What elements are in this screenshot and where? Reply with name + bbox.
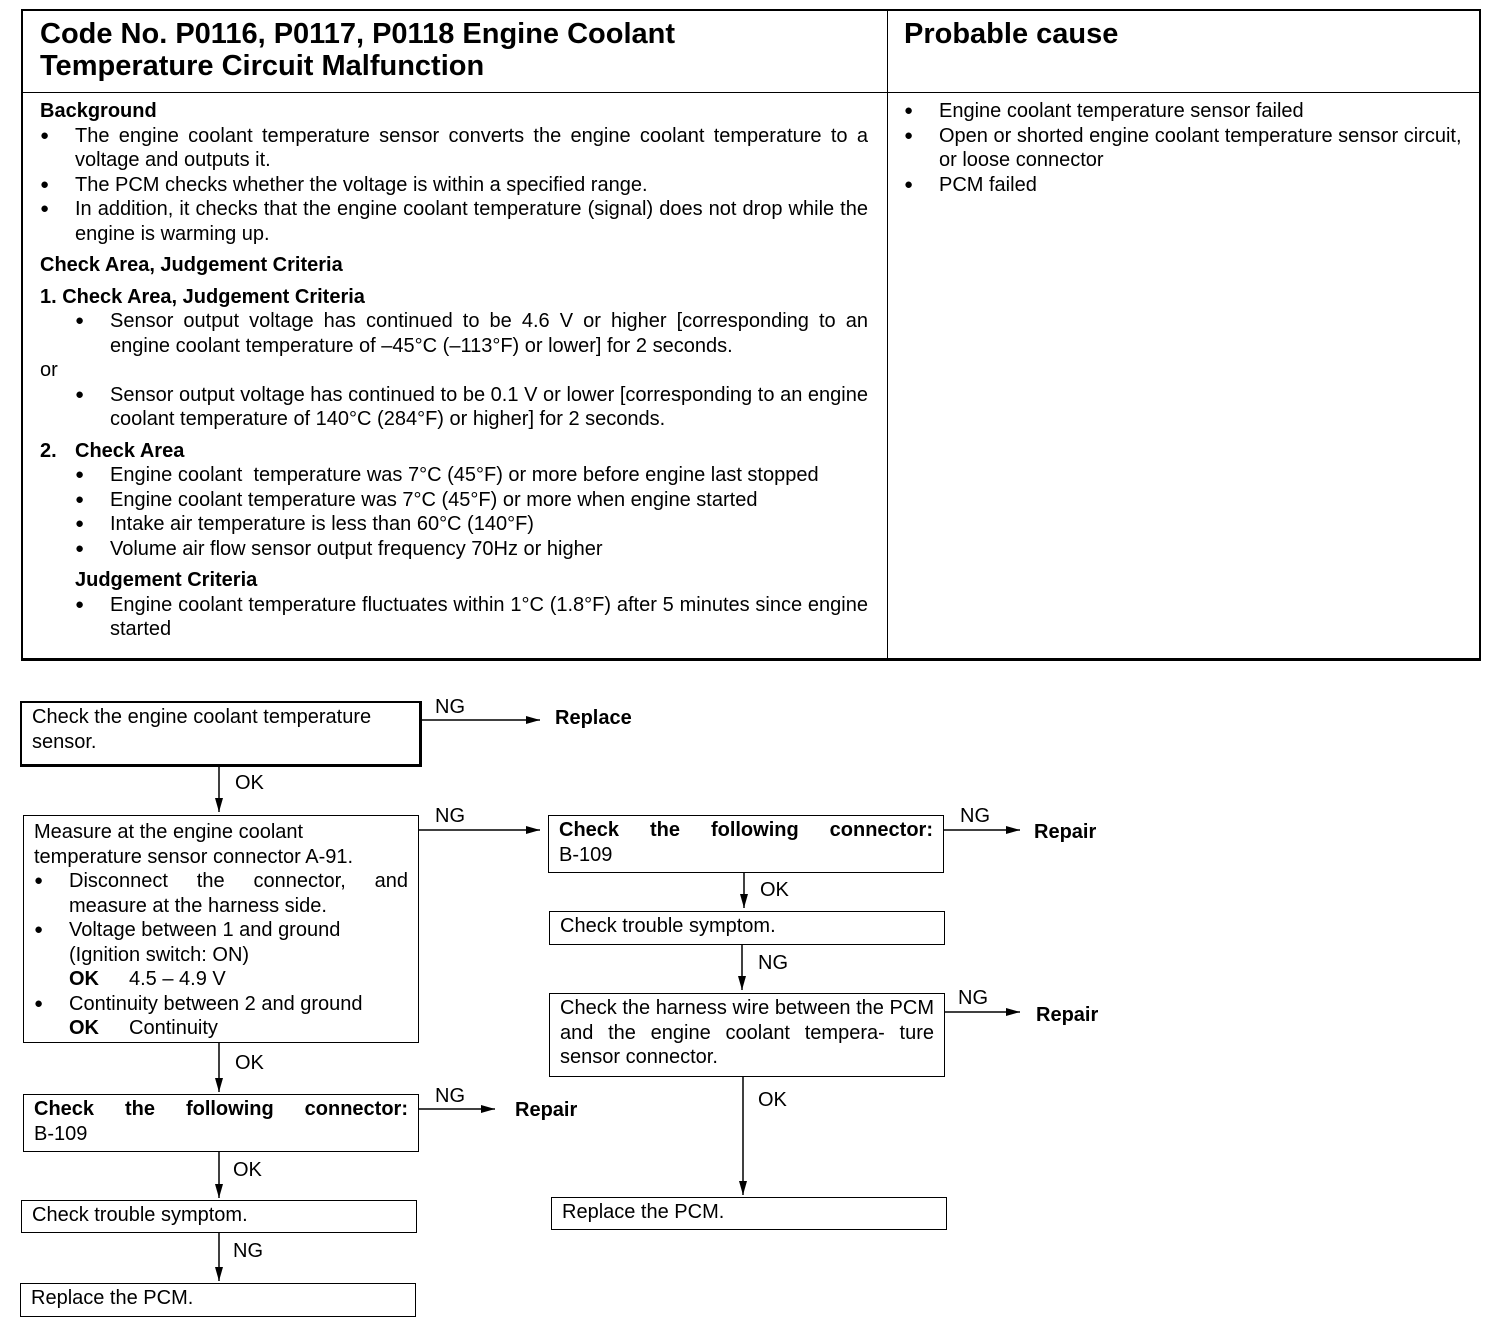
bullet-item: ● Disconnect the connector, and measure at the harness side. bbox=[34, 869, 408, 918]
bullet-item: ● Engine coolant temperature was 7°C (45°F) or more before engine last stopped bbox=[75, 463, 868, 488]
bullet-item: ● Sensor output voltage has continued to be 0.1 V or lower [corresponding to an engine coolant temperature of 140°C (284°F) or higher] for 2 seconds. bbox=[75, 383, 868, 432]
arrowhead-icon bbox=[215, 1267, 223, 1281]
arrowhead-icon bbox=[215, 1078, 223, 1092]
bullet-item: ● The engine coolant temperature sensor converts the engine coolant temperature to a voltage and outputs it. bbox=[40, 124, 868, 173]
title-line: Temperature Circuit Malfunction bbox=[40, 50, 485, 82]
result-replace: Replace bbox=[555, 707, 632, 729]
box-text: Measure at the engine coolant temperature sensor connector A-91. bbox=[34, 821, 354, 868]
ng-label: NG bbox=[758, 952, 788, 974]
box-text: Check the following connector: bbox=[34, 1098, 408, 1120]
ng-label: NG bbox=[435, 1085, 465, 1107]
cause-item: ● Open or shorted engine coolant temperature sensor circuit, or loose connector bbox=[904, 124, 1464, 173]
judgement-heading: Judgement Criteria bbox=[75, 569, 258, 591]
ng-label: NG bbox=[958, 987, 988, 1009]
bullet-item: ● Engine coolant temperature fluctuates within 1°C (1.8°F) after 5 minutes since engine started bbox=[75, 593, 868, 642]
ok-label: OK bbox=[760, 879, 789, 901]
ok-label: OK bbox=[235, 1052, 264, 1074]
result-repair: Repair bbox=[1036, 1004, 1099, 1026]
arrowhead-icon bbox=[526, 826, 540, 834]
ok-key: OK bbox=[69, 1017, 99, 1039]
bullet-item: ● Volume air flow sensor output frequency 70Hz or higher bbox=[75, 537, 868, 562]
spec-value: Continuity bbox=[129, 1017, 218, 1039]
check-sensor-box: Check the engine coolant temperature sensor. bbox=[20, 701, 422, 767]
title-line: Code No. P0116, P0117, P0118 Engine Coolant bbox=[40, 18, 676, 50]
arrowhead-icon bbox=[526, 716, 540, 724]
connector-id: B-109 bbox=[559, 843, 613, 866]
ok-label: OK bbox=[233, 1159, 262, 1181]
section1-heading: 1. Check Area, Judgement Criteria bbox=[40, 285, 365, 308]
ng-label: NG bbox=[233, 1240, 263, 1262]
ng-label: NG bbox=[435, 805, 465, 827]
section-number: 2. bbox=[40, 439, 57, 462]
section-title: Check Area bbox=[75, 439, 185, 462]
box-text: Check the harness wire between the PCM and the engine coolant tempera- ture sensor connector. bbox=[560, 997, 934, 1068]
bullet-item: ● Sensor output voltage has continued to be 4.6 V or higher [corresponding to an engine coolant temperature of –45°C (–113°F) or lower] for 2 seconds. bbox=[75, 309, 868, 358]
ok-label: OK bbox=[235, 772, 264, 794]
cause-item: ● Engine coolant temperature sensor failed bbox=[904, 99, 1464, 124]
arrowhead-icon bbox=[740, 894, 748, 908]
continuation-text: In addition, it checks that the engine coolant temperature (signal) does not drop while the engine is warming up. bbox=[75, 198, 868, 245]
check-connector-box-right bbox=[548, 815, 944, 873]
check-connector-box-left bbox=[23, 1094, 419, 1152]
arrowhead-icon bbox=[739, 1181, 747, 1195]
check-harness-box bbox=[549, 993, 945, 1077]
replace-pcm-box-right: Replace the PCM. bbox=[551, 1197, 947, 1230]
spec-value: 4.5 – 4.9 V bbox=[129, 968, 226, 990]
arrowhead-icon bbox=[215, 1184, 223, 1198]
cause-item: ● PCM failed bbox=[904, 173, 1464, 198]
measure-connector-box bbox=[23, 815, 419, 1043]
result-repair: Repair bbox=[515, 1099, 578, 1121]
arrowhead-icon bbox=[215, 798, 223, 812]
arrowhead-icon bbox=[1006, 826, 1020, 834]
arrowhead-icon bbox=[1006, 1008, 1020, 1016]
spec-row bbox=[34, 1016, 408, 1041]
result-repair: Repair bbox=[1034, 821, 1097, 843]
or-text: or bbox=[40, 359, 58, 381]
arrowhead-icon bbox=[738, 976, 746, 990]
check-symptom-box-left: Check trouble symptom. bbox=[21, 1200, 417, 1233]
bullet-item: ● Engine coolant temperature was 7°C (45°F) or more when engine started bbox=[75, 488, 868, 513]
replace-pcm-box-left: Replace the PCM. bbox=[20, 1283, 416, 1317]
background-heading: Background bbox=[40, 100, 157, 122]
bullet-item: ● Intake air temperature is less than 60°C (140°F) bbox=[75, 512, 868, 537]
bullet-item: ● Voltage between 1 and ground (Ignition switch: ON) bbox=[34, 918, 408, 967]
check-symptom-box-right: Check trouble symptom. bbox=[549, 911, 945, 945]
connector-id: B-109 bbox=[34, 1122, 88, 1145]
box-text: Check the following connector: bbox=[559, 819, 933, 841]
ng-label: NG bbox=[435, 696, 465, 718]
spec-row bbox=[34, 967, 408, 992]
bullet-item: ● The PCM checks whether the voltage is within a specified range. bbox=[40, 173, 868, 198]
ok-label: OK bbox=[758, 1089, 787, 1111]
ok-key: OK bbox=[69, 968, 99, 990]
ng-label: NG bbox=[960, 805, 990, 827]
probable-cause-title: Probable cause bbox=[904, 18, 1119, 50]
check-heading: Check Area, Judgement Criteria bbox=[40, 254, 343, 276]
arrowhead-icon bbox=[481, 1105, 495, 1113]
bullet-item: ● Continuity between 2 and ground bbox=[34, 992, 408, 1017]
